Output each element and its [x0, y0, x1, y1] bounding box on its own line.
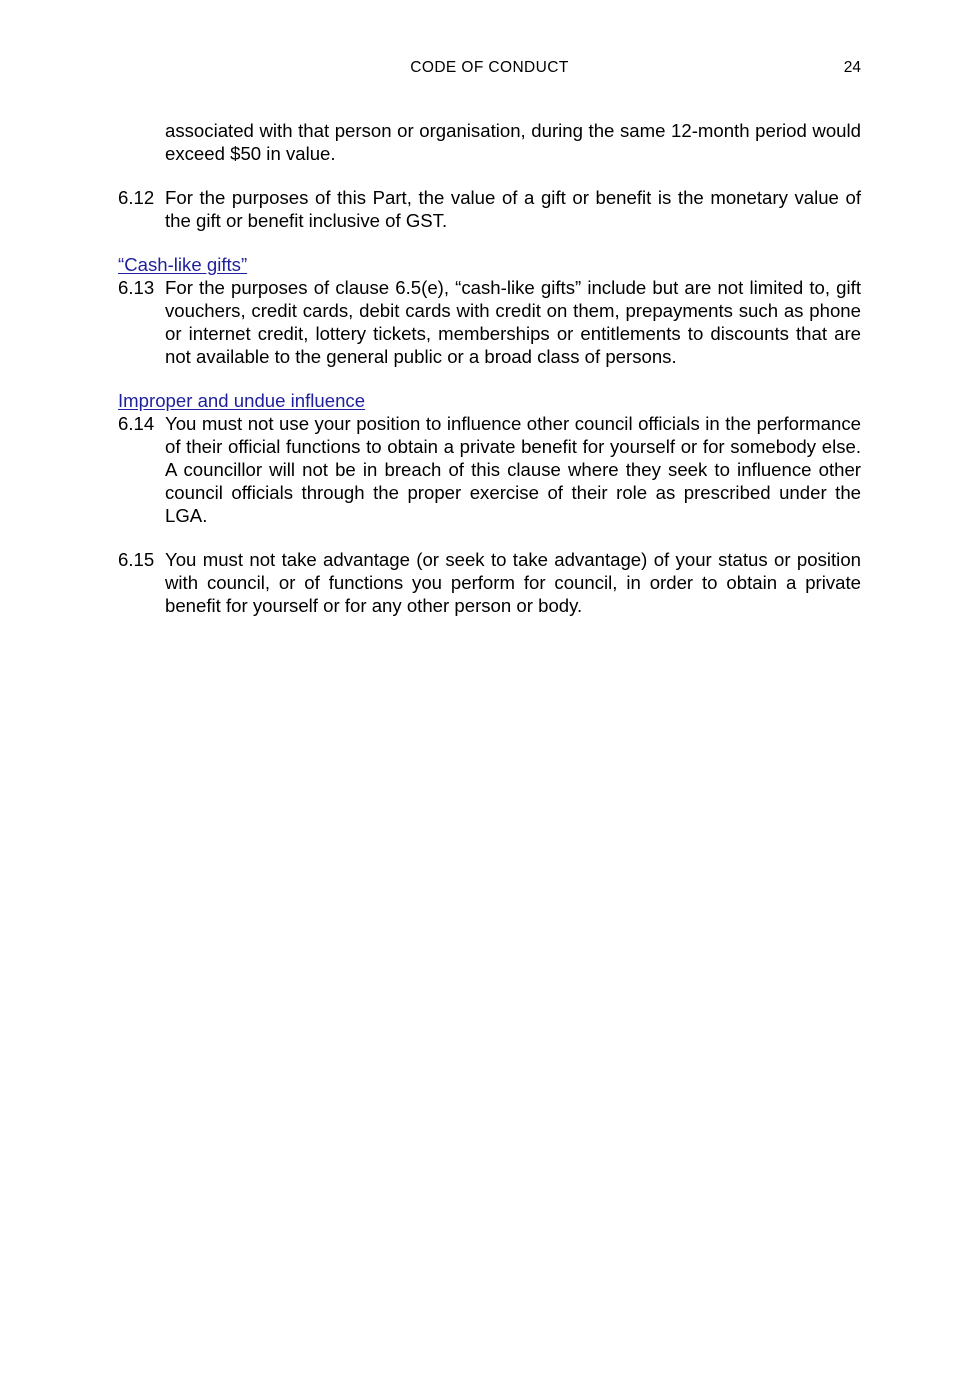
clause-6-14 [118, 412, 861, 527]
improper-influence-link[interactable]: Improper and undue influence [118, 390, 366, 411]
clause-text: You must not use your position to influence other council officials in the performance of their official functions to obtain a private benefit for yourself or for somebody else. A councillor will not be in breach of this clause where they seek to influence other council officials through the proper exercise of their role as prescribed under the LGA. [165, 413, 861, 526]
clause-6-15 [118, 548, 861, 617]
clause-number: 6.14 [118, 413, 155, 434]
section-heading-improper-influence [118, 389, 861, 412]
cash-like-gifts-link[interactable]: “Cash-like gifts” [118, 254, 248, 275]
clause-number: 6.15 [118, 549, 155, 570]
clause-6-13 [118, 276, 861, 368]
clause-text: For the purposes of clause 6.5(e), “cash-like gifts” include but are not limited to, gift vouchers, credit cards, debit cards with credit on them, prepayments such as phone or internet credit, lottery tickets, memberships or entitlements to discounts that are not available to the general public or a broad class of persons. [165, 277, 861, 367]
clause-number: 6.13 [118, 277, 155, 298]
clause-6-12 [118, 186, 861, 232]
clause-text: You must not take advantage (or seek to take advantage) of your status or position with council, or of functions you perform for council, in order to obtain a private benefit for yourself or for any other person or body. [165, 549, 861, 616]
clause-text: For the purposes of this Part, the value of a gift or benefit is the monetary value of the gift or benefit inclusive of GST. [165, 187, 861, 231]
clause-number: 6.12 [118, 187, 155, 208]
page-body [118, 119, 861, 638]
page-number: 24 [843, 59, 861, 76]
document-title: CODE OF CONDUCT [410, 59, 569, 76]
section-heading-cash-like-gifts [118, 253, 861, 276]
continuation-paragraph: associated with that person or organisation, during the same 12-month period would exceed $50 in value. [165, 120, 861, 164]
